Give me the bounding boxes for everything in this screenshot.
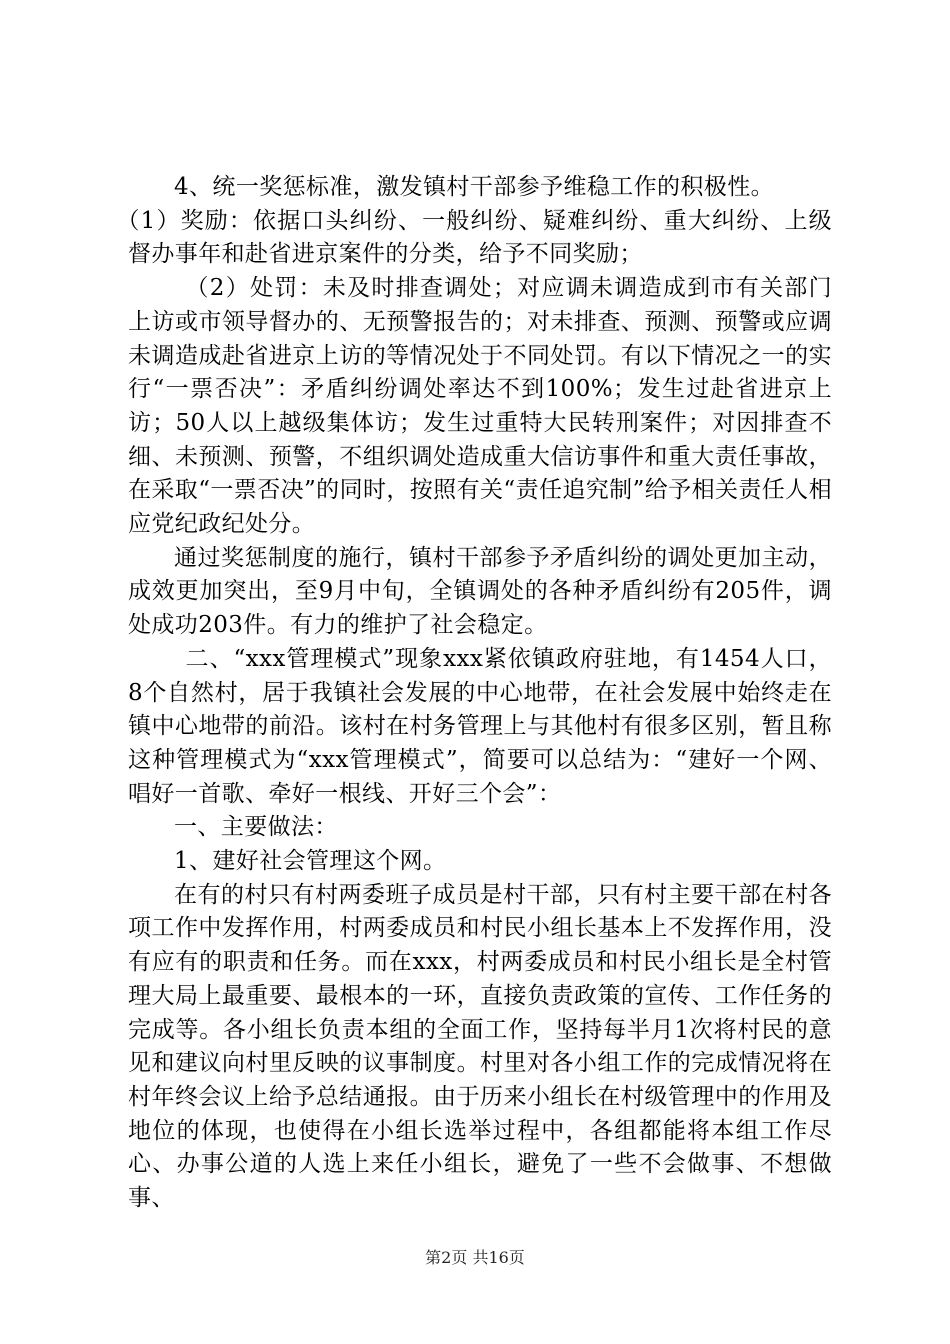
paragraph-reward: （1）奖励：依据口头纠纷、一般纠纷、疑难纠纷、重大纠纷、上级督办事年和赴省进京案件的分类，给予不同奖励； [116, 207, 832, 268]
paragraph-penalty: （2）处罚：未及时排查调处；对应调未调造成到市有关部门上访或市领导督办的、无预警报告的；对未排查、预测、预警或应调未调造成赴省进京上访的等情况处于不同处罚。有以下情况之一的实行“一票否决”：矛盾纠纷调处率达不到100%；发生过赴省进京上访；50人以上越级集体访；发生过重特大民转刑案件；对因排查不细、未预测、预警，不组织调处造成重大信访事件和重大责任事故，在采取“一票否决”的同时，按照有关“责任追究制”给予相关责任人相应党纪政纪处分。 [128, 275, 832, 538]
paragraph-build-network-heading: 1、建好社会管理这个网。 [174, 848, 447, 875]
page-footer: 第2页 共16页 [425, 1248, 525, 1267]
paragraph-reward-standard: 4、统一奖惩标准，激发镇村干部参予维稳工作的积极性。 [174, 174, 775, 200]
paragraph-result: 通过奖惩制度的施行，镇村干部参予矛盾纠纷的调处更加主动，成效更加突出，至9月中旬，全镇调处的各种矛盾纠纷有205件，调处成功203件。有力的维护了社会稳定。 [128, 544, 832, 639]
paragraph-build-network-body: 在有的村只有村两委班子成员是村干部，只有村主要干部在村各项工作中发挥作用，村两委成员和村民小组长基本上不发挥作用，没有应有的职责和任务。而在xxx，村两委成员和村民小组长是全村管理大局上最重要、最根本的一环，直接负责政策的宣传、工作任务的完成等。各小组长负责本组的全面工作，坚持每半月1次将村民的意见和建议向村里反映的议事制度。村里对各小组工作的完成情况将在村年终会议上给予总结通报。由于历来小组长在村级管理中的作用及地位的体现，也使得在小组长选举过程中，各组都能将本组工作尽心、办事公道的人选上来任小组长，避免了一些不会做事、不想做事、 [128, 881, 832, 1212]
paragraph-management-model: 二、“xxx管理模式”现象xxx紧依镇政府驻地，有1454人口，8个自然村，居于我镇社会发展的中心地带，在社会发展中始终走在镇中心地带的前沿。该村在村务管理上与其他村有很多区别，暂且称这种管理模式为“xxx管理模式”，简要可以总结为：“建好一个网、唱好一首歌、牵好一根线、开好三个会”： [128, 645, 832, 807]
paragraph-main-practices-heading: 一、主要做法： [174, 814, 338, 841]
document-body [116, 171, 832, 1216]
